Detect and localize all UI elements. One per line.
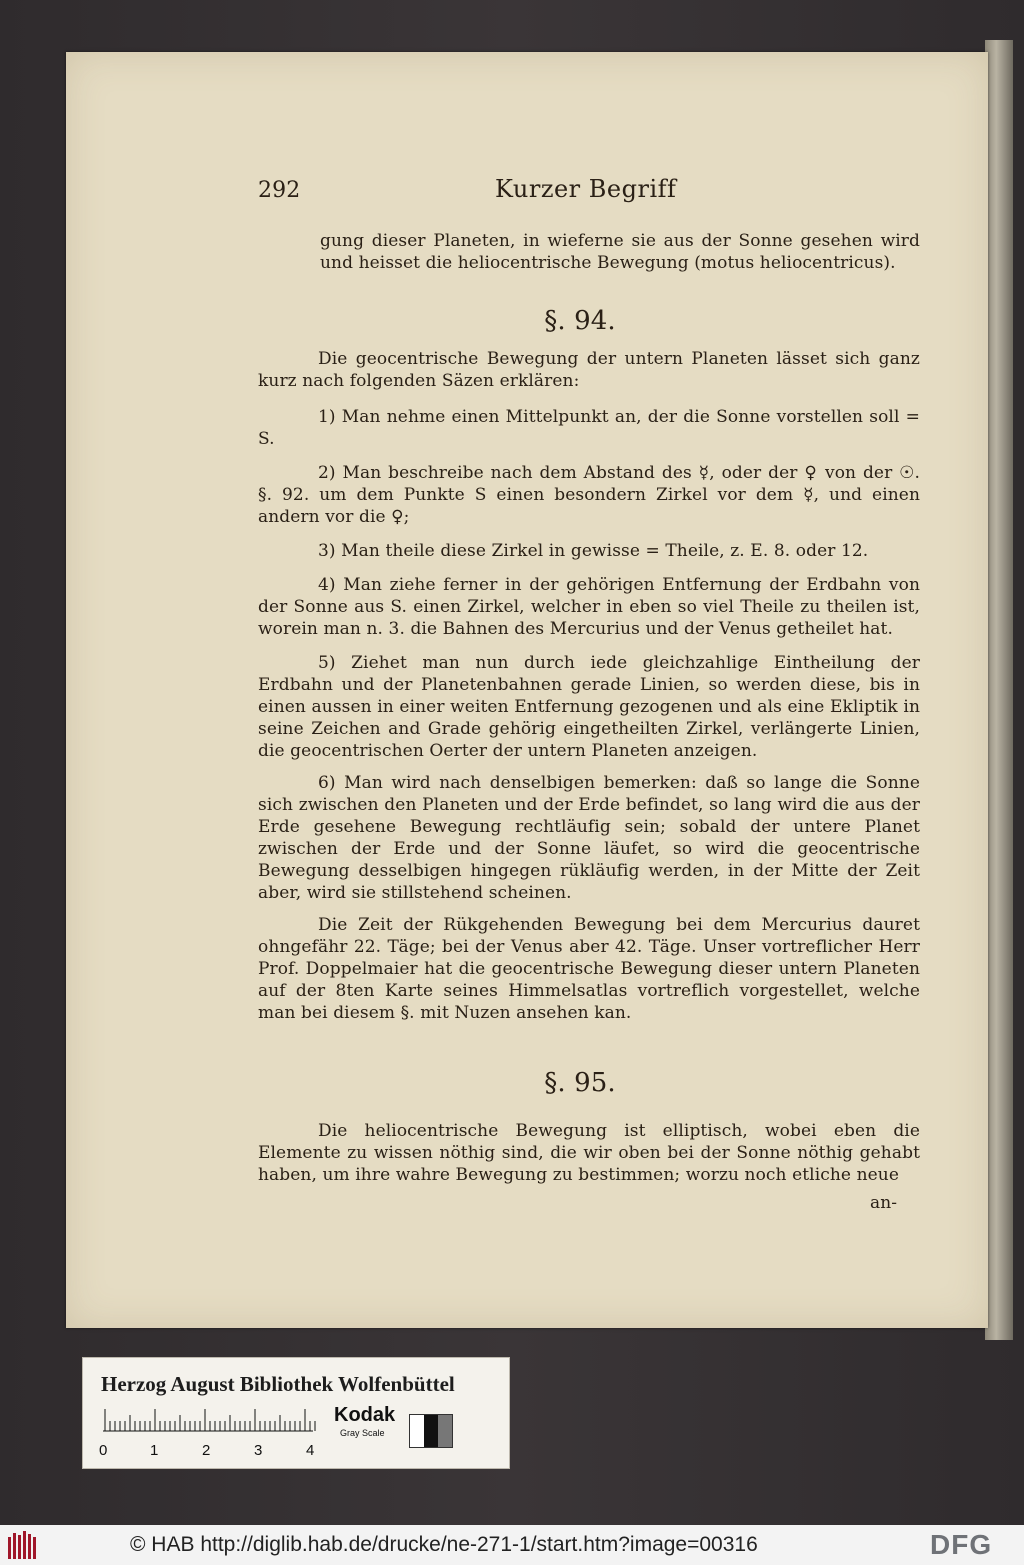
list-item-4: 4) Man ziehe ferner in der gehörigen Entfernung der Erdbahn von der Sonne aus S. einen Zirkel, welcher in eben so viel Theile zu theilen ist, worein man n. 3. die Bahnen des Mercurius und der Venus getheilet hat.: [258, 575, 920, 639]
footer-bar: [0, 1525, 1024, 1565]
grayscale-swatch: [409, 1414, 453, 1448]
ruler-number: 4: [306, 1442, 315, 1459]
page-number: 292: [258, 178, 301, 203]
adjacent-page-edge: [985, 40, 1013, 1340]
list-item-3: 3) Man theile diese Zirkel in gewisse = Theile, z. E. 8. oder 12.: [318, 541, 869, 561]
library-name: Herzog August Bibliothek Wolfenbüttel: [101, 1372, 455, 1396]
section-heading-95: §. 95.: [544, 1068, 616, 1098]
kodak-brand: Kodak: [334, 1404, 396, 1426]
list-item-5: 5) Ziehet man nun durch iede gleichzahlige Eintheilung der Erdbahn und der Planetenbahnen gerade Linien, so werden diese, bis in einen aussen in einer weiten Entfernung gezogenen und als eine Ekliptik in seine Zeichen and Grade gehörig eingetheilten Zirkel, verlängerte Linien, die geocentrischen Oerter der untern Planeten anzeigen.: [258, 653, 920, 761]
list-item-6: 6) Man wird nach denselbigen bemerken: daß so lange die Sonne sich zwischen den Planeten und der Erde befindet, so lang wird die aus der Erde gesehene Bewegung rechtläufig sein; sobald der untere Planet zwischen der Erde und der Sonne läufet, so wird die geocentrische Bewegung desselbigen hingegen rükläufig werden, in der Mitte der Zeit aber, wird sie stillstehend scheinen.: [258, 773, 920, 903]
ruler-number: 0: [99, 1442, 108, 1459]
section-94-closing: Die Zeit der Rükgehenden Bewegung bei dem Mercurius dauret ohngefähr 22. Täge; bei der Venus aber 42. Täge. Unser vortreflicher Herr Prof. Doppelmaier hat die geocentrische Bewegung dieser untern Planeten auf der 8ten Karte seines Himmelsatlas vortreflich vorgestellet, welche man bei diesem §. mit Nuzen ansehen kan.: [258, 915, 920, 1023]
ruler-number: 2: [202, 1442, 211, 1459]
ruler-number: 1: [150, 1442, 159, 1459]
section-heading-94: §. 94.: [544, 306, 616, 336]
library-label-card: [82, 1357, 510, 1469]
hab-logo-icon: [8, 1531, 38, 1559]
section-95-text: Die heliocentrische Bewegung ist elliptisch, wobei eben die Elemente zu wissen nöthig sind, die wir oben bei der Sonne nöthig gehabt haben, um ihre wahre Bewegung zu bestimmen; worzu noch etliche neue: [258, 1121, 920, 1185]
top-paragraph: gung dieser Planeten, in wieferne sie aus der Sonne gesehen wird und heisset die heliocentrische Bewegung (motus heliocentricus).: [320, 231, 920, 273]
running-title: Kurzer Begriff: [495, 175, 677, 203]
ruler-number: 3: [254, 1442, 263, 1459]
grayscale-caption: Gray Scale: [340, 1428, 385, 1438]
catchword: an-: [870, 1193, 898, 1213]
ruler-scale: [103, 1408, 323, 1432]
section-94-intro: Die geocentrische Bewegung der untern Planeten lässet sich ganz kurz nach folgenden Säzen erklären:: [258, 349, 920, 391]
copyright-url[interactable]: © HAB http://diglib.hab.de/drucke/ne-271-1/start.htm?image=00316: [130, 1533, 758, 1556]
list-item-2: 2) Man beschreibe nach dem Abstand des ☿, oder der ♀ von der ☉. §. 92. um dem Punkte S einen besondern Zirkel vor dem ☿, und einen andern vor die ♀;: [258, 463, 920, 527]
dfg-logo: DFG: [930, 1529, 993, 1560]
list-item-1: 1) Man nehme einen Mittelpunkt an, der die Sonne vorstellen soll = S.: [258, 407, 920, 449]
